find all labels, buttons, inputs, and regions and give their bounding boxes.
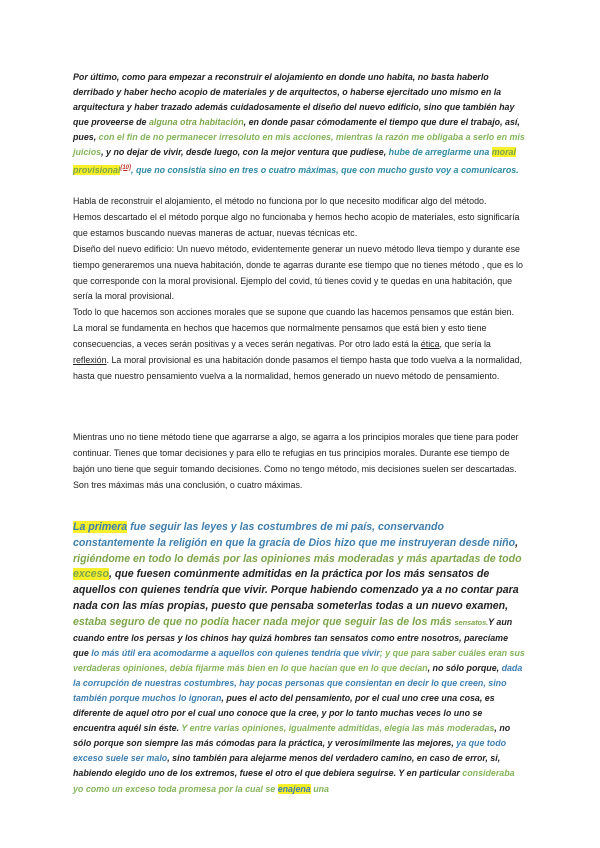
quote-highlight-green: alguna otra habitación	[148, 117, 244, 128]
note-line: Son tres máximas más una conclusión, o cuatro máximas.	[73, 479, 303, 490]
quote-highlight-blue: ya que todo exceso suele ser malo	[73, 738, 507, 764]
quote-highlight-green: rigiéndome en todo lo demás por las opiniones más moderadas y más apartadas de todo	[73, 552, 522, 565]
quote-highlight-green: consideraba yo como un exceso toda promesa por la cual se	[73, 768, 515, 794]
quote-paragraph-1	[73, 70, 525, 178]
quote-highlight-blue: dada la corrupción de nuestras costumbres, hay pocas personas que consientan en decir lo que creen, sino también porque muchos lo ignoran	[73, 662, 523, 703]
quote-highlight-blue: hube de arreglarme una	[388, 147, 492, 158]
etica-term: ética	[420, 339, 440, 350]
footnote-link[interactable]: [10]	[120, 164, 132, 171]
moral-provisional-highlight: moral provisional	[73, 147, 516, 175]
quote-text: Por último, como para empezar a reconstruir el alojamiento en donde uno habita, no basta haberlo derribado y haber hecho acopio de materiales y de arquitectos, o haberse ejercitado uno mismo en la arquitectura y haber trazado además cuidadosamente el diseño del nuevo edificio, sino que también hay que proveerse de	[73, 72, 515, 128]
quote-text: , en donde pasar cómodamente el tiempo que dure el trabajo, así, pues,	[73, 117, 520, 143]
quote-highlight-blue: fue seguir las leyes y las costumbres de mi país, conservando constantemente la religión en que la gracia de Dios hizo que me instruyeran desde niño	[73, 521, 516, 549]
note-line: Todo lo que hacemos son acciones morales que se supone que cuando las hacemos pensamos que están bien. La moral se fundamenta en hechos que hacemos que normalmente pensamos que está bien y esto tiene consecuencias, a veces serán positivas y a veces serán negativas. Por otro lado está la ética, que sería la reflexión. La moral provisional es una habitación donde pasamos el tiempo hasta que todo vuelva a la normalidad, hasta que nuestro pensamiento vuelva a la normalidad, hemos generado un nuevo método de pensamiento.	[73, 307, 522, 381]
reflexion-term: reflexión	[73, 355, 107, 366]
enajena-highlight: enajena	[277, 783, 311, 794]
exceso-highlight: exceso	[73, 568, 109, 581]
quote-highlight-green: con el fin de no permanecer irresoluto en mis acciones, mientras la razón me obligaba a serlo en mis juicios	[73, 132, 525, 158]
note-line: Hemos descartado el el método porque algo no funcionaba y hemos hecho acopio de materiales, esto significaría que estamos buscando nuevas maneras de actuar, nuevas técnicas etc.	[73, 211, 520, 238]
quote-text: , pues el acto del pensamiento, por el cual uno cree una cosa, es diferente de aquel otro por el cual uno conoce que la cree, y por lo tanto muchas veces lo uno se encuentra aquél sin éste.	[73, 692, 495, 734]
note-line: Habla de reconstruir el alojamiento, el método no funciona por lo que necesito modificar algo del método.	[73, 196, 487, 206]
quote-text: Y aun cuando entre los persas y los chinos hay quizá hombres tan sensatos como entre nosotros, parecíame que	[73, 616, 513, 658]
notes-paragraph-2	[73, 430, 525, 494]
note-line: Diseño del nuevo edificio: Un nuevo método, evidentemente generar un nuevo método lleva tiempo y durante ese tiempo generaremos una nueva habitación, donde te agarras durante ese tiempo que no tienes método , que es lo que corresponde con la moral provisional. Ejemplo del covid, tú tienes covid y te quedas en una habitación, que sería la moral provisional.	[73, 243, 523, 302]
quote-text: , y no dejar de vivir, desde luego, con la mejor ventura que pudiese,	[101, 147, 389, 158]
quote-highlight-blue: , que no consistía sino en tres o cuatro máximas, que con mucho gusto voy a comunicaros.	[131, 164, 519, 175]
quote-paragraph-2: La primera fue seguir las leyes y las costumbres de mi país, conservando constantemente la religión en que la gracia de Dios hizo que me instruyeran desde niño, rigiéndome en todo lo demás por las opiniones más moderadas y más apartadas de todo exceso, que fuesen comúnmente admitidas en la práctica por los más sensatos de aquellos con quienes tendría que vivir. Porque habiendo comenzado ya a no contar para nada con las mías propias, puesto que pensaba someterlas todas a un nuevo examen, estaba seguro de que no podía hacer nada mejor que seguir las de los más sensatos.Y aun cuando entre los persas y los chinos hay quizá hombres tan sensatos como entre nosotros, parecíame que lo más útil era acomodarme a aquellos con quienes tendría que vivir; y que para saber cuáles eran sus verdaderas opiniones, debía fijarme más bien en lo que hacían que en lo que decían, no sólo porque, dada la corrupción de nuestras costumbres, hay pocas personas que consientan en decir lo que creen, sino también porque muchos lo ignoran, pues el acto del pensamiento, por el cual uno cree una cosa, es diferente de aquel otro por el cual uno conoce que la cree, y por lo tanto muchas veces lo uno se encuentra aquél sin éste. Y entre varias opiniones, igualmente admitidas, elegía las más moderadas, no sólo porque son siempre las más cómodas para la práctica, y verosímilmente las mejores, ya que todo exceso suele ser malo, sino también para alejarme menos del verdadero camino, en caso de error, si, habiendo elegido uno de los extremos, fuese el otro el que debiera seguirse. Y en particular consideraba yo como un exceso toda promesa por la cual se enajena una	[73, 521, 525, 794]
note-line: Mientras uno no tiene método tiene que agarrarse a algo, se agarra a los principios morales que tiene para poder continuar. Tienes que tomar decisiones y para ello te refugias en tus principios morales. Durante ese tiempo de bajón uno tiene que seguir tomando decisiones. Como no tengo método, mis decisiones suelen ser descartadas.	[73, 432, 519, 474]
quote-highlight-green: ; y que para saber cuáles eran sus verdaderas opiniones, debía fijarme más bien en lo que hacían que en lo que decían	[73, 647, 525, 673]
la-primera-highlight: La primera	[73, 521, 128, 533]
quote-highlight-green: estaba seguro de que no podía hacer nada mejor que seguir las de los más	[73, 615, 455, 628]
quote-text: , que fuesen comúnmente admitidas en la práctica por los más sensatos de aquellos con quienes tendría que vivir. Porque habiendo comenzado ya a no contar para nada con las mías propias, puesto que pensaba someterlas todas a un nuevo examen,	[73, 568, 519, 612]
quote-highlight-blue: lo más útil era acomodarme a aquellos con quienes tendría que vivir	[91, 647, 380, 658]
notes-paragraph-1	[73, 194, 525, 385]
quote-highlight-green: Y entre varias opiniones, igualmente admitidas, elegía las más moderadas	[181, 723, 495, 734]
